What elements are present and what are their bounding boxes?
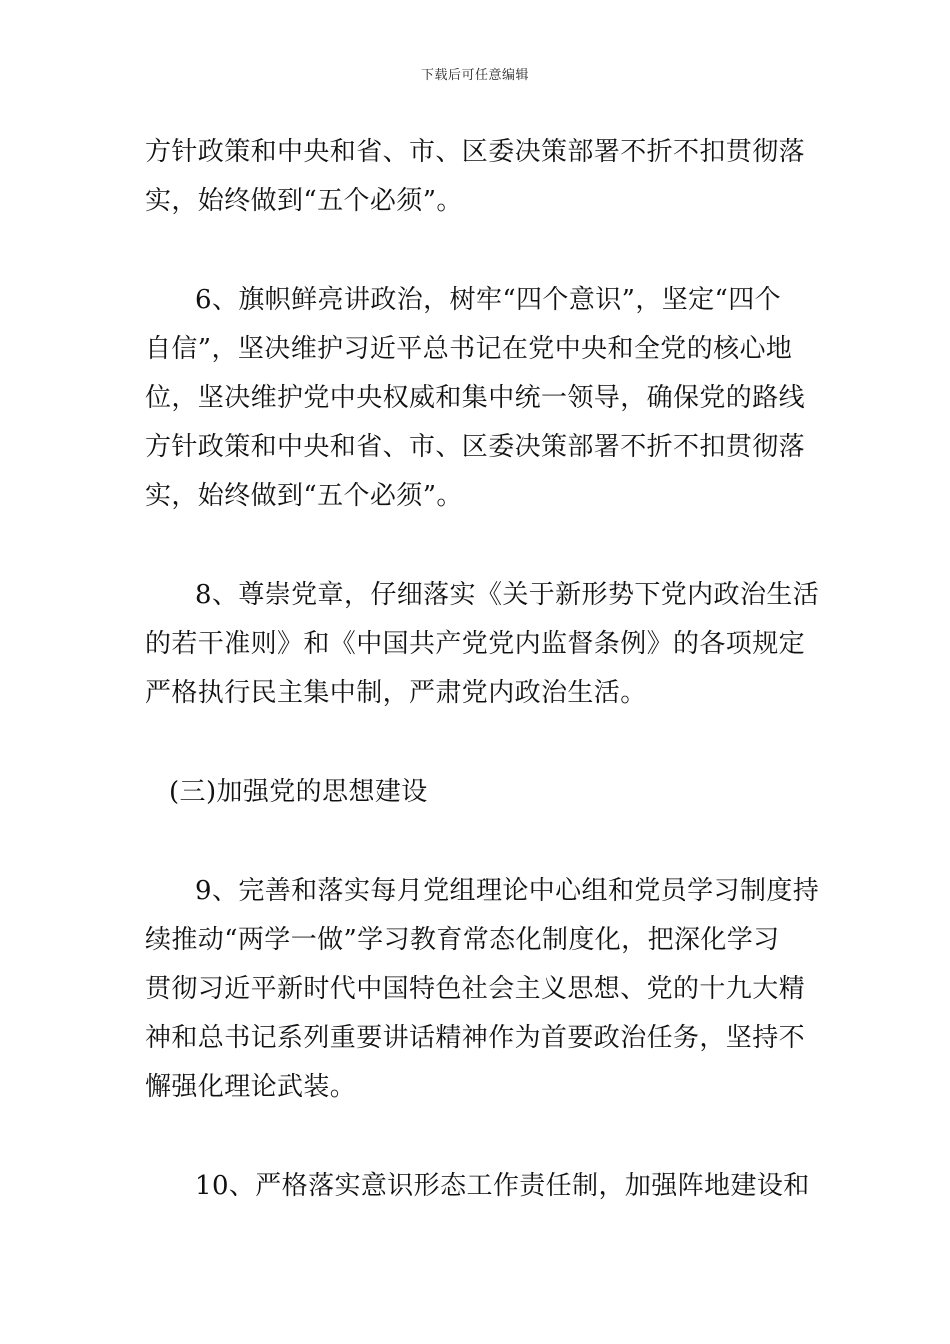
- text-line: 续推动“两学一做”学习教育常态化制度化，把深化学习: [145, 925, 780, 955]
- paragraph-item-9: [145, 867, 820, 1112]
- paragraph-item-10: [145, 1162, 810, 1211]
- text-line: 方针政策和中央和省、市、区委决策部署不折不扣贯彻落: [145, 432, 806, 462]
- text-line: 8、尊崇党章，仔细落实《关于新形势下党内政治生活: [195, 580, 820, 610]
- section-heading: [145, 768, 805, 817]
- paragraph-item-8: [145, 571, 820, 718]
- paragraph-gap: [145, 1112, 805, 1162]
- text-line: 贯彻习近平新时代中国特色社会主义思想、党的十九大精: [145, 974, 806, 1004]
- text-line: 方针政策和中央和省、市、区委决策部署不折不扣贯彻落: [145, 137, 806, 167]
- text-line: 实，始终做到“五个必须”。: [145, 186, 463, 216]
- paragraph-continued: [145, 128, 805, 226]
- paragraph-gap: [145, 521, 805, 571]
- page-header: 下载后可任意编辑: [420, 68, 529, 83]
- paragraph-gap: [145, 718, 805, 768]
- text-line: 自信”，坚决维护习近平总书记在党中央和全党的核心地: [145, 334, 793, 364]
- text-line: 严格执行民主集中制，严肃党内政治生活。: [145, 678, 647, 708]
- paragraph-item-6: [145, 276, 805, 521]
- paragraph-gap: [145, 817, 805, 867]
- text-line: 神和总书记系列重要讲话精神作为首要政治任务，坚持不: [145, 1023, 806, 1053]
- text-line: 的若干准则》和《中国共产党党内监督条例》的各项规定: [145, 629, 806, 659]
- text-line: (三)加强党的思想建设: [169, 777, 428, 807]
- text-line: 位，坚决维护党中央权威和集中统一领导，确保党的路线: [145, 383, 806, 413]
- paragraph-gap: [145, 226, 805, 276]
- text-line: 懈强化理论武装。: [145, 1072, 357, 1102]
- text-line: 9、完善和落实每月党组理论中心组和党员学习制度持: [195, 876, 820, 906]
- text-line: 10、严格落实意识形态工作责任制，加强阵地建设和: [195, 1171, 810, 1201]
- document-body: [145, 128, 820, 1211]
- text-line: 实，始终做到“五个必须”。: [145, 481, 463, 511]
- text-line: 6、旗帜鲜亮讲政治，树牢“四个意识”，坚定“四个: [195, 285, 782, 315]
